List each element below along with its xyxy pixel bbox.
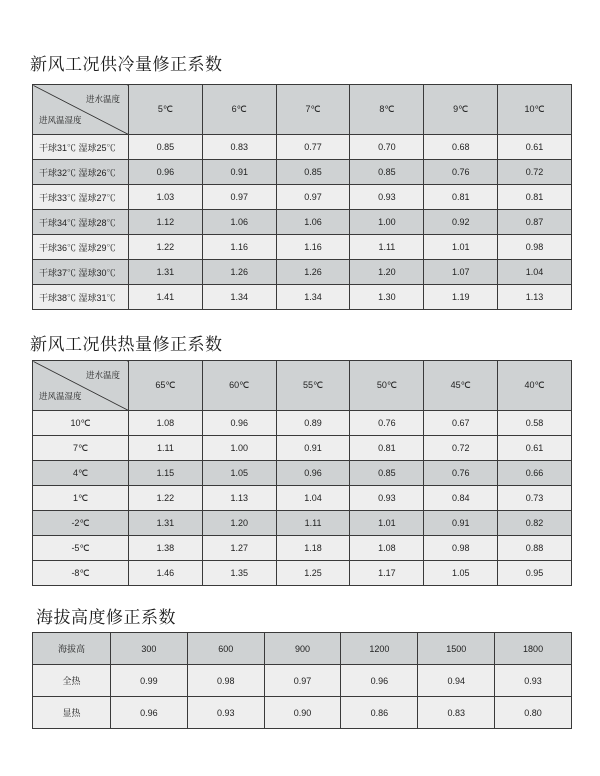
row-label: 干球32℃ 湿球26℃ — [33, 160, 129, 185]
table-cell: 1.05 — [424, 561, 498, 586]
heating-header: 40℃ — [498, 361, 572, 411]
table-cell: 0.96 — [341, 665, 418, 697]
table-cell: 0.97 — [202, 185, 276, 210]
table-row — [33, 665, 572, 697]
heating-title: 新风工况供热量修正系数 — [30, 335, 223, 355]
table-row — [33, 210, 572, 235]
table-cell: 0.95 — [498, 561, 572, 586]
table-cell: 0.96 — [276, 461, 350, 486]
table-cell: 0.99 — [111, 665, 188, 697]
cooling-table — [32, 84, 572, 310]
table-cell: 0.96 — [202, 411, 276, 436]
table-row — [33, 697, 572, 729]
table-cell: 1.30 — [350, 285, 424, 310]
table-cell: 0.94 — [418, 665, 495, 697]
table-cell: 0.67 — [424, 411, 498, 436]
table-cell: 0.83 — [418, 697, 495, 729]
table-cell: 1.05 — [202, 461, 276, 486]
table-cell: 1.31 — [129, 511, 203, 536]
row-label: 干球36℃ 湿球29℃ — [33, 235, 129, 260]
table-row — [33, 486, 572, 511]
table-cell: 0.76 — [424, 160, 498, 185]
table-cell: 1.01 — [350, 511, 424, 536]
table-cell: 0.97 — [276, 185, 350, 210]
table-cell: 0.85 — [350, 461, 424, 486]
table-cell: 0.98 — [424, 536, 498, 561]
row-label: -8℃ — [33, 561, 129, 586]
table-cell: 0.96 — [111, 697, 188, 729]
table-cell: 1.13 — [498, 285, 572, 310]
table-cell: 0.92 — [424, 210, 498, 235]
altitude-table — [32, 632, 572, 729]
table-row — [33, 536, 572, 561]
table-cell: 1.26 — [202, 260, 276, 285]
altitude-header: 1200 — [341, 633, 418, 665]
table-cell: 0.81 — [424, 185, 498, 210]
table-row — [33, 135, 572, 160]
table-cell: 0.81 — [350, 436, 424, 461]
table-cell: 1.31 — [129, 260, 203, 285]
table-cell: 0.77 — [276, 135, 350, 160]
heating-header: 55℃ — [276, 361, 350, 411]
table-cell: 0.81 — [498, 185, 572, 210]
heating-corner-bottom: 进风温湿度 — [39, 391, 82, 401]
table-row — [33, 411, 572, 436]
table-cell: 1.11 — [276, 511, 350, 536]
cooling-corner-top: 进水温度 — [85, 94, 120, 104]
table-cell: 0.93 — [350, 185, 424, 210]
table-row — [33, 185, 572, 210]
table-cell: 1.17 — [350, 561, 424, 586]
table-cell: 1.22 — [129, 235, 203, 260]
table-cell: 1.35 — [202, 561, 276, 586]
cooling-corner-cell — [33, 85, 129, 135]
table-cell: 0.85 — [350, 160, 424, 185]
table-cell: 1.06 — [276, 210, 350, 235]
table-cell: 1.34 — [276, 285, 350, 310]
table-cell: 1.41 — [129, 285, 203, 310]
row-label: 干球37℃ 湿球30℃ — [33, 260, 129, 285]
altitude-title: 海拔高度修正系数 — [36, 608, 176, 628]
table-cell: 1.11 — [350, 235, 424, 260]
table-row — [33, 561, 572, 586]
cooling-title: 新风工况供冷量修正系数 — [30, 55, 223, 75]
table-cell: 1.46 — [129, 561, 203, 586]
table-cell: 1.00 — [202, 436, 276, 461]
table-row — [33, 285, 572, 310]
table-cell: 1.11 — [129, 436, 203, 461]
table-cell: 1.20 — [350, 260, 424, 285]
table-cell: 1.27 — [202, 536, 276, 561]
table-cell: 0.86 — [341, 697, 418, 729]
altitude-header: 1800 — [495, 633, 572, 665]
table-cell: 0.82 — [498, 511, 572, 536]
table-cell: 1.16 — [276, 235, 350, 260]
row-label: 干球31℃ 湿球25℃ — [33, 135, 129, 160]
altitude-header: 600 — [187, 633, 264, 665]
table-cell: 0.91 — [276, 436, 350, 461]
table-row — [33, 160, 572, 185]
table-row — [33, 461, 572, 486]
table-cell: 1.19 — [424, 285, 498, 310]
table-cell: 0.83 — [202, 135, 276, 160]
table-cell: 0.80 — [495, 697, 572, 729]
cooling-header: 10℃ — [498, 85, 572, 135]
row-label: -5℃ — [33, 536, 129, 561]
row-label: 全热 — [33, 665, 111, 697]
table-cell: 0.66 — [498, 461, 572, 486]
row-label: 4℃ — [33, 461, 129, 486]
heating-header: 45℃ — [424, 361, 498, 411]
table-cell: 0.96 — [129, 160, 203, 185]
table-cell: 0.68 — [424, 135, 498, 160]
table-cell: 1.04 — [276, 486, 350, 511]
table-row — [33, 436, 572, 461]
table-cell: 1.07 — [424, 260, 498, 285]
table-cell: 1.03 — [129, 185, 203, 210]
table-cell: 1.08 — [350, 536, 424, 561]
table-cell: 0.85 — [129, 135, 203, 160]
row-label: 干球33℃ 湿球27℃ — [33, 185, 129, 210]
table-cell: 0.58 — [498, 411, 572, 436]
row-label: 7℃ — [33, 436, 129, 461]
table-cell: 0.88 — [498, 536, 572, 561]
table-cell: 0.98 — [498, 235, 572, 260]
heating-corner-top: 进水温度 — [85, 370, 120, 380]
table-cell: 0.87 — [498, 210, 572, 235]
table-cell: 0.89 — [276, 411, 350, 436]
table-cell: 0.93 — [350, 486, 424, 511]
heating-table — [32, 360, 572, 586]
table-cell: 0.70 — [350, 135, 424, 160]
table-cell: 0.84 — [424, 486, 498, 511]
table-cell: 0.93 — [187, 697, 264, 729]
cooling-header: 6℃ — [202, 85, 276, 135]
heating-header: 60℃ — [202, 361, 276, 411]
table-cell: 0.72 — [424, 436, 498, 461]
table-cell: 0.98 — [187, 665, 264, 697]
row-label: 干球38℃ 湿球31℃ — [33, 285, 129, 310]
heating-header: 65℃ — [129, 361, 203, 411]
table-cell: 0.97 — [264, 665, 341, 697]
table-cell: 0.61 — [498, 436, 572, 461]
cooling-header: 9℃ — [424, 85, 498, 135]
cooling-header: 7℃ — [276, 85, 350, 135]
cooling-header: 5℃ — [129, 85, 203, 135]
table-cell: 1.04 — [498, 260, 572, 285]
table-cell: 1.00 — [350, 210, 424, 235]
table-cell: 1.25 — [276, 561, 350, 586]
table-cell: 1.15 — [129, 461, 203, 486]
row-label: -2℃ — [33, 511, 129, 536]
row-label: 1℃ — [33, 486, 129, 511]
table-cell: 0.76 — [350, 411, 424, 436]
row-label: 显热 — [33, 697, 111, 729]
table-cell: 0.61 — [498, 135, 572, 160]
table-cell: 1.34 — [202, 285, 276, 310]
table-cell: 1.16 — [202, 235, 276, 260]
table-cell: 0.91 — [424, 511, 498, 536]
table-cell: 0.90 — [264, 697, 341, 729]
table-cell: 0.73 — [498, 486, 572, 511]
table-cell: 0.91 — [202, 160, 276, 185]
table-cell: 1.08 — [129, 411, 203, 436]
table-cell: 1.22 — [129, 486, 203, 511]
table-cell: 1.18 — [276, 536, 350, 561]
table-cell: 1.12 — [129, 210, 203, 235]
table-cell: 1.01 — [424, 235, 498, 260]
altitude-header: 900 — [264, 633, 341, 665]
altitude-header: 1500 — [418, 633, 495, 665]
row-label: 10℃ — [33, 411, 129, 436]
table-row — [33, 260, 572, 285]
heating-header: 50℃ — [350, 361, 424, 411]
table-cell: 1.06 — [202, 210, 276, 235]
table-cell: 0.85 — [276, 160, 350, 185]
table-row — [33, 235, 572, 260]
table-cell: 1.38 — [129, 536, 203, 561]
table-cell: 1.20 — [202, 511, 276, 536]
cooling-corner-bottom: 进风温湿度 — [39, 115, 82, 125]
cooling-header: 8℃ — [350, 85, 424, 135]
heating-corner-cell — [33, 361, 129, 411]
altitude-header-label: 海拔高 — [33, 633, 111, 665]
table-row — [33, 511, 572, 536]
altitude-header: 300 — [111, 633, 188, 665]
table-cell: 0.72 — [498, 160, 572, 185]
table-cell: 1.26 — [276, 260, 350, 285]
table-cell: 0.76 — [424, 461, 498, 486]
row-label: 干球34℃ 湿球28℃ — [33, 210, 129, 235]
table-cell: 0.93 — [495, 665, 572, 697]
table-cell: 1.13 — [202, 486, 276, 511]
